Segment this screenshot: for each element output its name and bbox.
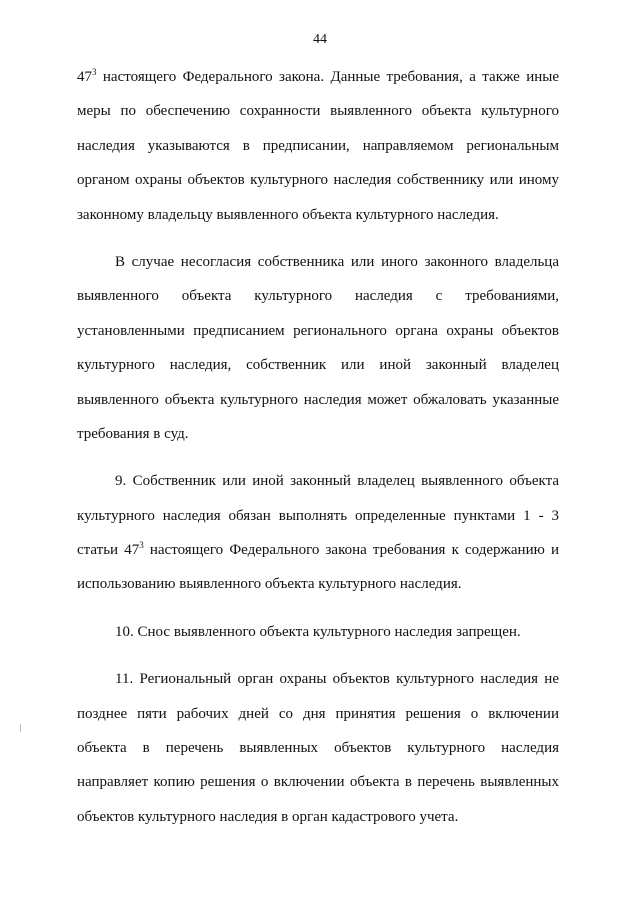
text-line bbox=[77, 533, 559, 567]
document-body bbox=[77, 60, 559, 834]
text-line bbox=[77, 60, 559, 94]
text-line: объектов культурного наследия в орган кадастрового учета. bbox=[77, 808, 459, 825]
paragraph-item-9 bbox=[77, 464, 559, 602]
text-line: 10. Снос выявленного объекта культурного наследия запрещен. bbox=[115, 623, 521, 640]
text-line: культурного наследия обязан выполнять определенные пунктами 1 - 3 bbox=[77, 507, 559, 524]
paragraph-requirements-continuation bbox=[77, 60, 559, 232]
text-line: наследия указываются в предписании, направляемом региональным bbox=[77, 137, 559, 154]
paragraph-item-11 bbox=[77, 662, 559, 834]
margin-mark bbox=[20, 724, 21, 732]
article-superscript: 3 bbox=[92, 67, 97, 77]
text-fragment: настоящего Федерального закона. Данные требования, а также иные bbox=[96, 69, 559, 85]
paragraph-gap bbox=[77, 232, 559, 245]
paragraph-item-10 bbox=[77, 615, 559, 649]
page-number: 44 bbox=[313, 32, 327, 47]
text-line: меры по обеспечению сохранности выявленного объекта культурного bbox=[77, 103, 559, 120]
text-line: позднее пяти рабочих дней со дня принятия решения о включении bbox=[77, 705, 559, 722]
article-number: 47 bbox=[77, 69, 92, 85]
paragraph-gap bbox=[77, 602, 559, 615]
text-line: выявленного объекта культурного наследия может обжаловать указанные bbox=[77, 391, 559, 408]
paragraph-gap bbox=[77, 451, 559, 464]
text-line: объекта в перечень выявленных объектов культурного наследия bbox=[77, 740, 559, 757]
text-line: направляет копию решения о включении объекта в перечень выявленных bbox=[77, 774, 559, 791]
text-line: установленными предписанием регионального органа охраны объектов bbox=[77, 322, 559, 339]
article-superscript: 3 bbox=[139, 540, 144, 551]
text-line: 9. Собственник или иной законный владелец выявленного объекта bbox=[115, 473, 559, 490]
text-fragment: настоящего Федерального закона требования к содержанию и bbox=[143, 542, 559, 559]
text-fragment: статьи 47 bbox=[77, 542, 140, 559]
paragraph-disagreement bbox=[77, 245, 559, 451]
text-line: выявленного объекта культурного наследия с требованиями, bbox=[77, 288, 559, 305]
text-line: культурного наследия, собственник или иной законный владелец bbox=[77, 357, 559, 374]
text-line: 11. Региональный орган охраны объектов культурного наследия не bbox=[115, 671, 559, 688]
text-line: В случае несогласия собственника или иного законного владельца bbox=[115, 253, 559, 270]
text-line: органом охраны объектов культурного наследия собственнику или иному bbox=[77, 172, 559, 189]
text-line: требования в суд. bbox=[77, 425, 189, 442]
text-line: использованию выявленного объекта культурного наследия. bbox=[77, 576, 462, 593]
paragraph-gap bbox=[77, 649, 559, 662]
text-line: законному владельцу выявленного объекта культурного наследия. bbox=[77, 206, 499, 223]
